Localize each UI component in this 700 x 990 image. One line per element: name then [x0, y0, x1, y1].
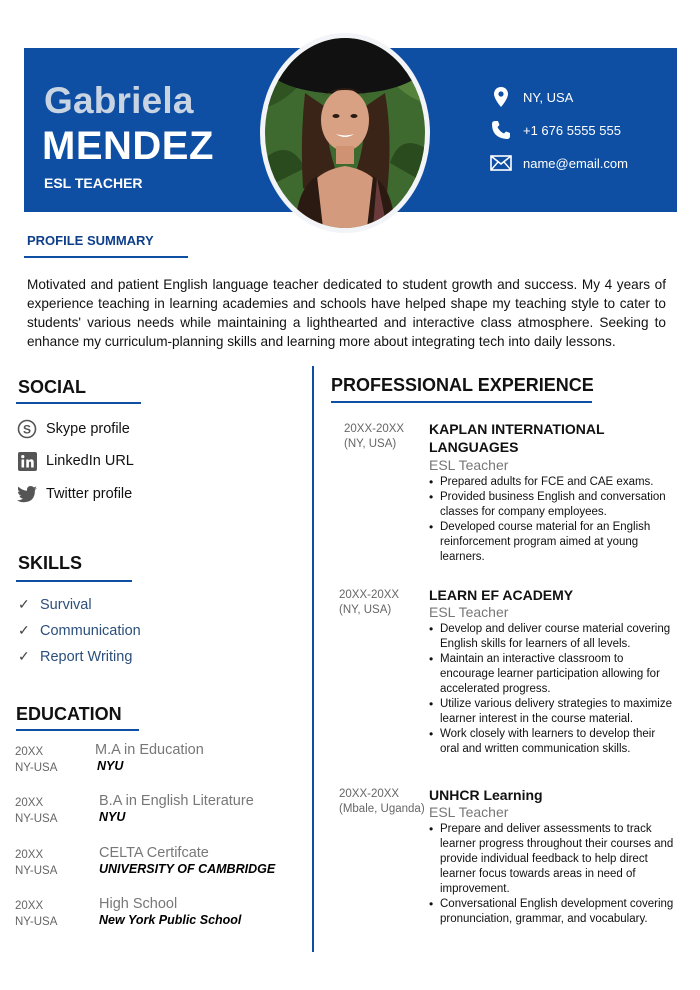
job-company-line: LANGUAGES: [429, 439, 519, 455]
contact-phone-text: +1 676 5555 555: [523, 122, 621, 138]
education-year: 20XX: [15, 797, 44, 809]
phone-icon: [490, 119, 512, 141]
profile-photo: [260, 33, 430, 233]
social-item-label: Skype profile: [46, 421, 130, 437]
checkmark-icon: ✓: [18, 622, 30, 638]
job-company-line: LEARN EF ACADEMY: [429, 587, 574, 603]
education-degree: CELTA Certifcate: [99, 845, 209, 861]
job-bullets: [429, 475, 674, 565]
social-item-label: LinkedIn URL: [46, 453, 134, 469]
job-company-line: KAPLAN INTERNATIONAL: [429, 421, 605, 437]
job-location: (NY, USA): [344, 438, 397, 450]
job-bullet: • Conversational English development covering pronunciation, grammar, and vocabulary.: [429, 897, 674, 927]
job-dates: [339, 588, 399, 618]
portrait-illustration: [265, 38, 425, 228]
education-school: NYU: [99, 810, 126, 824]
experience-underline: [331, 401, 592, 403]
job-bullet: • Prepare and deliver assessments to track learner progress throughout their courses and provide individual feedback to help direct learner focus towards areas in need of improvement.: [429, 822, 674, 897]
job-location: (NY, USA): [339, 604, 392, 616]
education-year: 20XX: [15, 900, 44, 912]
job-location: (Mbale, Uganda): [339, 803, 425, 815]
education-school: NYU: [97, 759, 124, 773]
education-degree: High School: [99, 896, 178, 912]
education-year: 20XX: [15, 849, 44, 861]
job-date-range: 20XX-20XX: [344, 423, 405, 435]
job-bullet: • Developed course material for an English reinforcement program aimed at young learners.: [429, 520, 674, 565]
job-bullet: • Maintain an interactive classroom to encourage learner participation allowing for accelerated progress.: [429, 652, 674, 697]
skills-title: SKILLS: [18, 553, 83, 573]
svg-text:S: S: [22, 422, 32, 437]
contact-email-text: name@email.com: [523, 155, 628, 171]
education-title: EDUCATION: [16, 704, 122, 724]
skill-item: [18, 596, 92, 613]
job-company: [429, 420, 659, 456]
job-bullet: • Utilize various delivery strategies to maximize learner interest in the course material.: [429, 697, 674, 727]
contact-location: [490, 86, 573, 108]
job-bullets: [429, 622, 674, 757]
education-year: 20XX: [15, 746, 44, 758]
job-bullet: • Develop and deliver course material covering English skills for learners of all levels.: [429, 622, 674, 652]
skill-label: Report Writing: [40, 648, 133, 665]
education-date: [15, 795, 57, 827]
last-name: MENDEZ: [42, 124, 214, 168]
location-pin-icon: [490, 86, 512, 108]
job-bullet: • Prepared adults for FCE and CAE exams.: [429, 475, 674, 490]
social-underline: [16, 402, 141, 404]
education-location: NY-USA: [15, 762, 58, 774]
job-company-line: UNHCR Learning: [429, 787, 543, 803]
social-item-label: Twitter profile: [46, 486, 133, 502]
job-bullet: • Work closely with learners to develop their oral and written communication skills.: [429, 727, 674, 757]
job-dates: [344, 422, 404, 452]
contact-email[interactable]: [490, 152, 628, 174]
first-name: Gabriela: [44, 80, 194, 121]
checkmark-icon: ✓: [18, 648, 30, 664]
checkmark-icon: ✓: [18, 596, 30, 612]
job-bullets: [429, 822, 674, 927]
twitter-icon: [16, 483, 38, 505]
education-school: New York Public School: [99, 913, 242, 927]
education-school: UNIVERSITY OF CAMBRIDGE: [99, 862, 276, 876]
job-title: ESL TEACHER: [44, 175, 143, 191]
job-date-range: 20XX-20XX: [339, 788, 400, 800]
social-title: SOCIAL: [18, 377, 87, 397]
job-company: [429, 586, 659, 604]
profile-summary-text: Motivated and patient English language teacher dedicated to student growth and success. My 4 years of experience teaching in learning academies and schools have helped shape my teaching style to cater to students' various needs while maintaining a lighthearted and interactive class atmosphere. Seeking to enhance my curriculum-planning skills and learning more about integrating tech into daily lessons.: [27, 277, 666, 349]
education-date: [15, 898, 57, 930]
education-location: NY-USA: [15, 916, 58, 928]
skill-label: Survival: [40, 596, 92, 613]
skills-underline: [16, 580, 132, 582]
job-role: ESL Teacher: [429, 457, 509, 473]
education-location: NY-USA: [15, 813, 58, 825]
job-role: ESL Teacher: [429, 804, 509, 820]
contact-phone: [490, 119, 621, 141]
education-underline: [16, 729, 139, 731]
job-company: [429, 786, 659, 804]
job-bullet: • Provided business English and conversation classes for company employees.: [429, 490, 674, 520]
linkedin-icon: [16, 450, 38, 472]
social-item-twitter[interactable]: [16, 483, 132, 505]
experience-title: PROFESSIONAL EXPERIENCE: [331, 375, 594, 395]
job-dates: [339, 787, 425, 817]
education-date: [15, 744, 57, 776]
education-location: NY-USA: [15, 865, 58, 877]
envelope-icon: [490, 152, 512, 174]
education-degree: B.A in English Literature: [99, 793, 254, 809]
contact-location-text: NY, USA: [523, 89, 574, 105]
column-divider: [312, 366, 314, 952]
skype-icon: [16, 418, 38, 440]
profile-summary-title: PROFILE SUMMARY: [27, 233, 154, 248]
skill-item: [18, 648, 132, 665]
education-date: [15, 847, 57, 879]
job-date-range: 20XX-20XX: [339, 589, 400, 601]
social-item-linkedin[interactable]: [16, 450, 134, 472]
job-role: ESL Teacher: [429, 604, 509, 620]
profile-summary-underline: [24, 256, 188, 258]
social-item-skype[interactable]: [16, 418, 130, 440]
skill-label: Communication: [40, 622, 141, 639]
skill-item: [18, 622, 141, 639]
education-degree: M.A in Education: [95, 742, 204, 758]
